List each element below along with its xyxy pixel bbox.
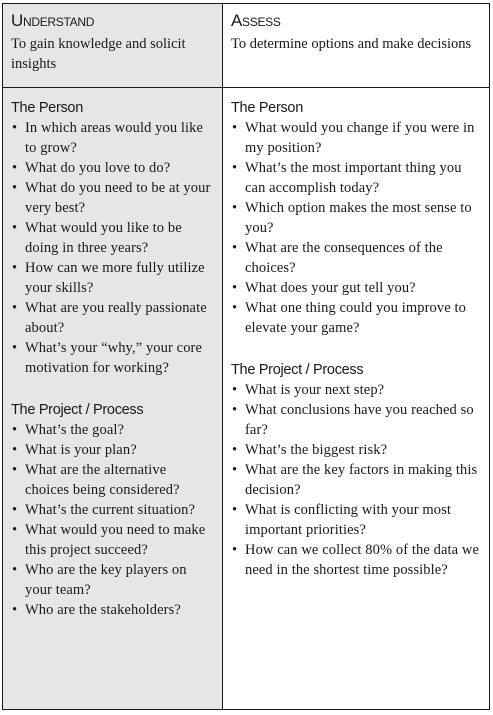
section-title-project-process: The Project / Process bbox=[11, 402, 144, 418]
question-item: • What’s your “why,” your core motivation for working? bbox=[11, 338, 214, 378]
question-list bbox=[11, 420, 214, 620]
question-item: • Which option makes the most sense to you? bbox=[231, 198, 481, 238]
question-list bbox=[231, 380, 481, 580]
question-list bbox=[11, 118, 214, 378]
understand-header-cell bbox=[3, 4, 223, 88]
question-item: • What does your gut tell you? bbox=[231, 278, 481, 298]
question-item: • What’s the current situation? bbox=[11, 500, 214, 520]
question-item: • Who are the key players on your team? bbox=[11, 560, 214, 600]
question-item: • What do you need to be at your very best? bbox=[11, 178, 214, 218]
section-title-person: The Person bbox=[11, 100, 83, 116]
question-item: • What’s the most important thing you can accomplish today? bbox=[231, 158, 481, 198]
question-item: • What would you need to make this project succeed? bbox=[11, 520, 214, 560]
section-title-project-process: The Project / Process bbox=[231, 362, 364, 378]
question-item: • What’s the goal? bbox=[11, 420, 214, 440]
question-item: • What one thing could you improve to elevate your game? bbox=[231, 298, 481, 338]
question-item: • In which areas would you like to grow? bbox=[11, 118, 214, 158]
section-title-person: The Person bbox=[231, 100, 303, 116]
question-item: • What are the key factors in making this decision? bbox=[231, 460, 481, 500]
question-item: • What are you really passionate about? bbox=[11, 298, 214, 338]
question-item: • What is your plan? bbox=[11, 440, 214, 460]
question-item: • What conclusions have you reached so far? bbox=[231, 400, 481, 440]
question-item: • What would you change if you were in my position? bbox=[231, 118, 481, 158]
assess-body-cell bbox=[223, 88, 489, 709]
question-item: • How can we collect 80% of the data we need in the shortest time possible? bbox=[231, 540, 481, 580]
question-item: • What’s the biggest risk? bbox=[231, 440, 481, 460]
question-item: • What is conflicting with your most important priorities? bbox=[231, 500, 481, 540]
question-item: • What do you love to do? bbox=[11, 158, 214, 178]
coaching-questions-table bbox=[2, 3, 490, 710]
column-subtitle-assess: To determine options and make decisions bbox=[231, 36, 472, 52]
question-item: • What are the alternative choices being considered? bbox=[11, 460, 214, 500]
question-item: • What are the consequences of the choices? bbox=[231, 238, 481, 278]
column-subtitle-understand: To gain knowledge and solicit insights bbox=[11, 36, 186, 72]
assess-header-cell bbox=[223, 4, 489, 88]
question-list bbox=[231, 118, 481, 338]
column-title-assess: Assess bbox=[231, 11, 281, 30]
column-title-understand: Understand bbox=[11, 11, 95, 30]
question-item: • How can we more fully utilize your skills? bbox=[11, 258, 214, 298]
question-item: • What would you like to be doing in three years? bbox=[11, 218, 214, 258]
question-item: • What is your next step? bbox=[231, 380, 481, 400]
understand-body-cell bbox=[3, 88, 223, 709]
question-item: • Who are the stakeholders? bbox=[11, 600, 214, 620]
